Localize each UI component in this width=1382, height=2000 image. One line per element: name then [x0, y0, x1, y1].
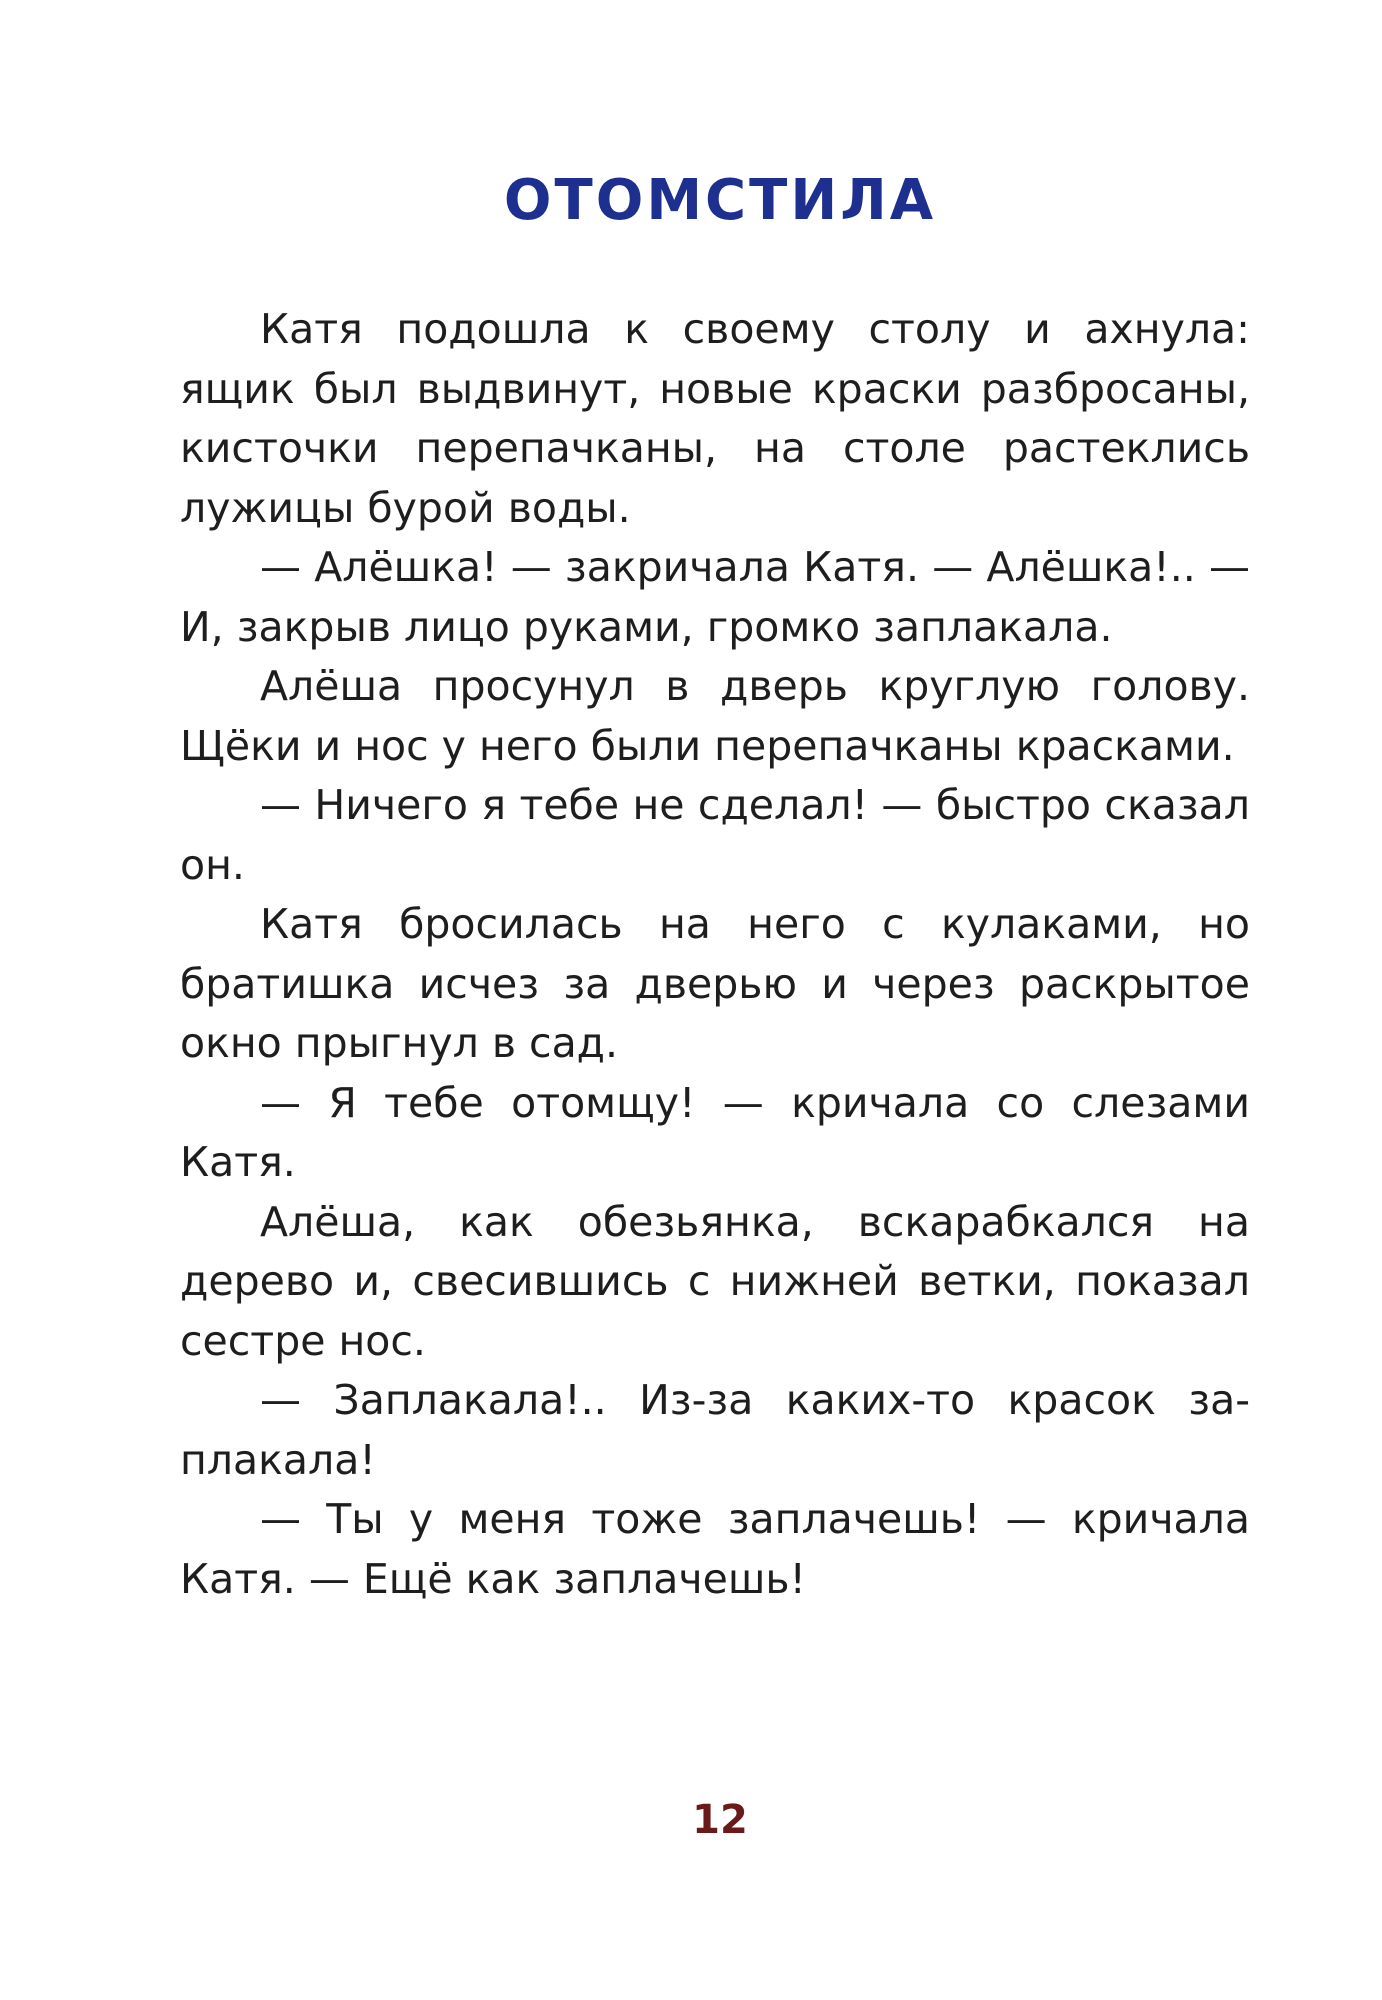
paragraph: Катя подошла к своему столу и ахнула: ящик был выдвинут, новые краски разбросаны, кисточки перепачканы, на столе растеклись лужицы бурой воды.: [180, 305, 1250, 532]
story-text: [180, 300, 1250, 1609]
story-title: ОТОМСТИЛА: [503, 168, 937, 233]
paragraph: Катя бросилась на него с кулаками, но братишка исчез за дверью и через раскрытое окно прыгнул в сад.: [180, 900, 1250, 1067]
paragraph: — Ничего я тебе не сделал! — быстро сказал он.: [180, 781, 1250, 889]
paragraph: Алёша, как обезьянка, вскарабкался на дерево и, свесившись с нижней ветки, показал сестре нос.: [180, 1197, 1250, 1365]
paragraph: — Ты у меня тоже заплачешь! — кричала Катя. — Ещё как заплачешь!: [180, 1495, 1250, 1603]
paragraph: Алёша просунул в дверь круглую голову. Щёки и нос у него были перепачканы красками.: [180, 662, 1250, 770]
page-number: 12: [692, 1797, 748, 1843]
paragraph: — Алёшка! — закричала Катя. — Алёшка!.. — И, закрыв лицо руками, громко заплакала.: [180, 543, 1250, 651]
paragraph: — Заплакала!.. Из-за каких-то красок заплакала!: [180, 1376, 1250, 1484]
paragraph: — Я тебе отомщу! — кричала со слезами Катя.: [180, 1078, 1250, 1186]
